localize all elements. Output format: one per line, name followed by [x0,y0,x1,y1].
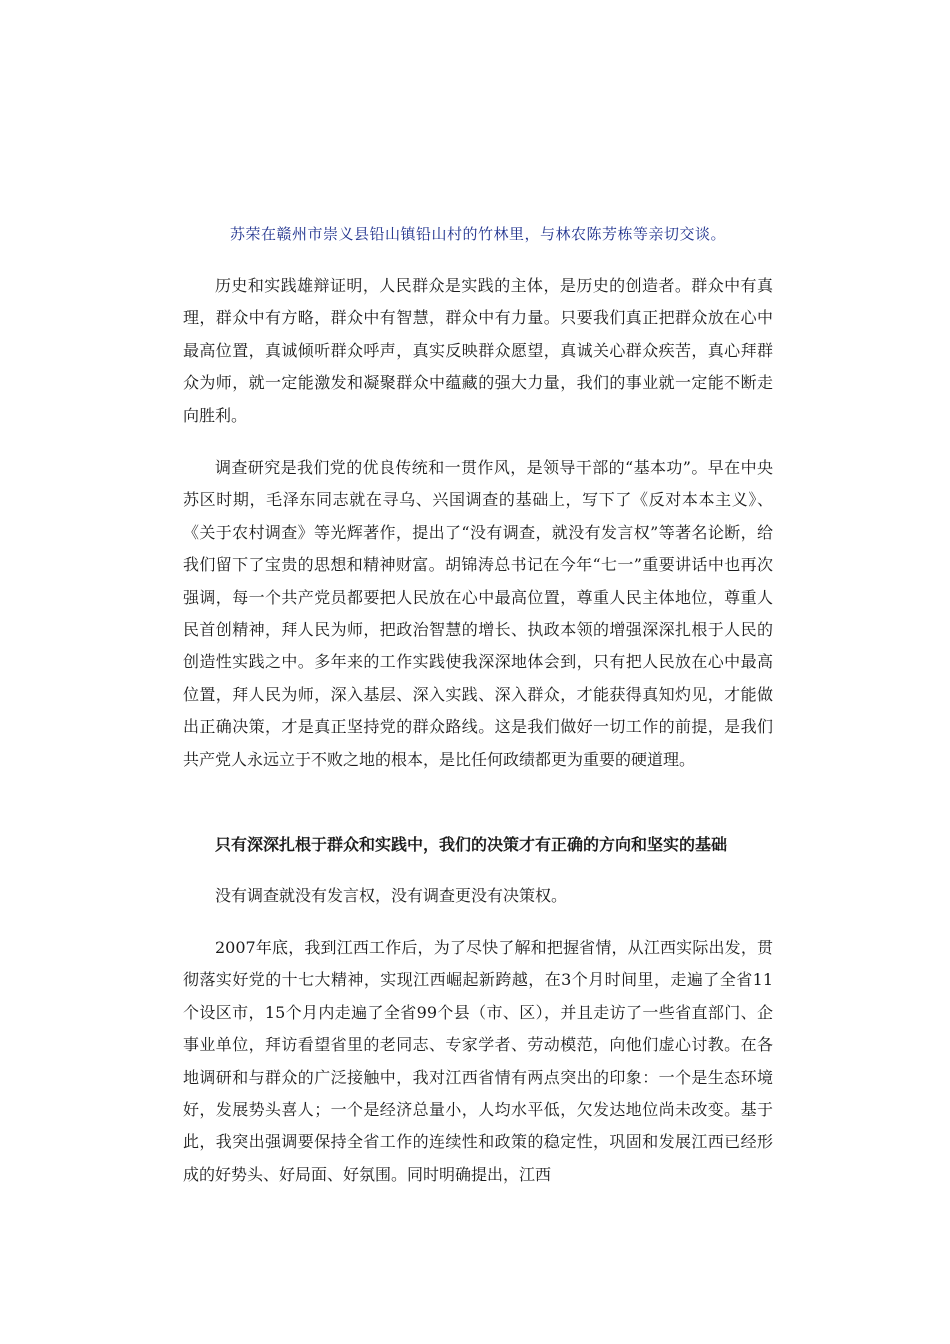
body-paragraph-2: 调查研究是我们党的优良传统和一贯作风，是领导干部的“基本功”。早在中央苏区时期，毛泽东同志就在寻乌、兴国调查的基础上，写下了《反对本本主义》、《关于农村调查》等光辉著作，提出了“没有调查，就没有发言权”等著名论断，给我们留下了宝贵的思想和精神财富。胡锦涛总书记在今年“七一”重要讲话中也再次强调，每一个共产党员都要把人民放在心中最高位置，尊重人民主体地位，尊重人民首创精神，拜人民为师，把政治智慧的增长、执政本领的增强深深扎根于人民的创造性实践之中。多年来的工作实践使我深深地体会到，只有把人民放在心中最高位置，拜人民为师，深入基层、深入实践、深入群众，才能获得真知灼见，才能做出正确决策，才是真正坚持党的群众路线。这是我们做好一切工作的前提，是我们共产党人永远立于不败之地的根本，是比任何政绩都更为重要的硬道理。 [183,458,773,769]
section-heading: 只有深深扎根于群众和实践中，我们的决策才有正确的方向和坚实的基础 [215,835,728,854]
body-paragraph-3: 没有调查就没有发言权，没有调查更没有决策权。 [215,886,568,905]
photo-caption: 苏荣在赣州市崇义县铅山镇铅山村的竹林里，与林农陈芳栋等亲切交谈。 [229,225,726,243]
body-paragraph-4: 2007年底，我到江西工作后，为了尽快了解和把握省情，从江西实际出发，贯彻落实好党的十七大精神，实现江西崛起新跨越，在3个月时间里，走遍了全省11个设区市，15个月内走遍了全省99个县（市、区），并且走访了一些省直部门、企事业单位，拜访看望省里的老同志、专家学者、劳动模范，向他们虚心讨教。在各地调研和与群众的广泛接触中，我对江西省情有两点突出的印象：一个是生态环境好，发展势头喜人；一个是经济总量小，人均水平低，欠发达地位尚未改变。基于此，我突出强调要保持全省工作的连续性和政策的稳定性，巩固和发展江西已经形成的好势头、好局面、好氛围。同时明确提出，江西 [183,938,773,1184]
body-paragraph-1: 历史和实践雄辩证明，人民群众是实践的主体，是历史的创造者。群众中有真理，群众中有方略，群众中有智慧，群众中有力量。只要我们真正把群众放在心中最高位置，真诚倾听群众呼声，真实反映群众愿望，真诚关心群众疾苦，真心拜群众为师，就一定能激发和凝聚群众中蕴藏的强大力量，我们的事业就一定能不断走向胜利。 [183,276,773,425]
